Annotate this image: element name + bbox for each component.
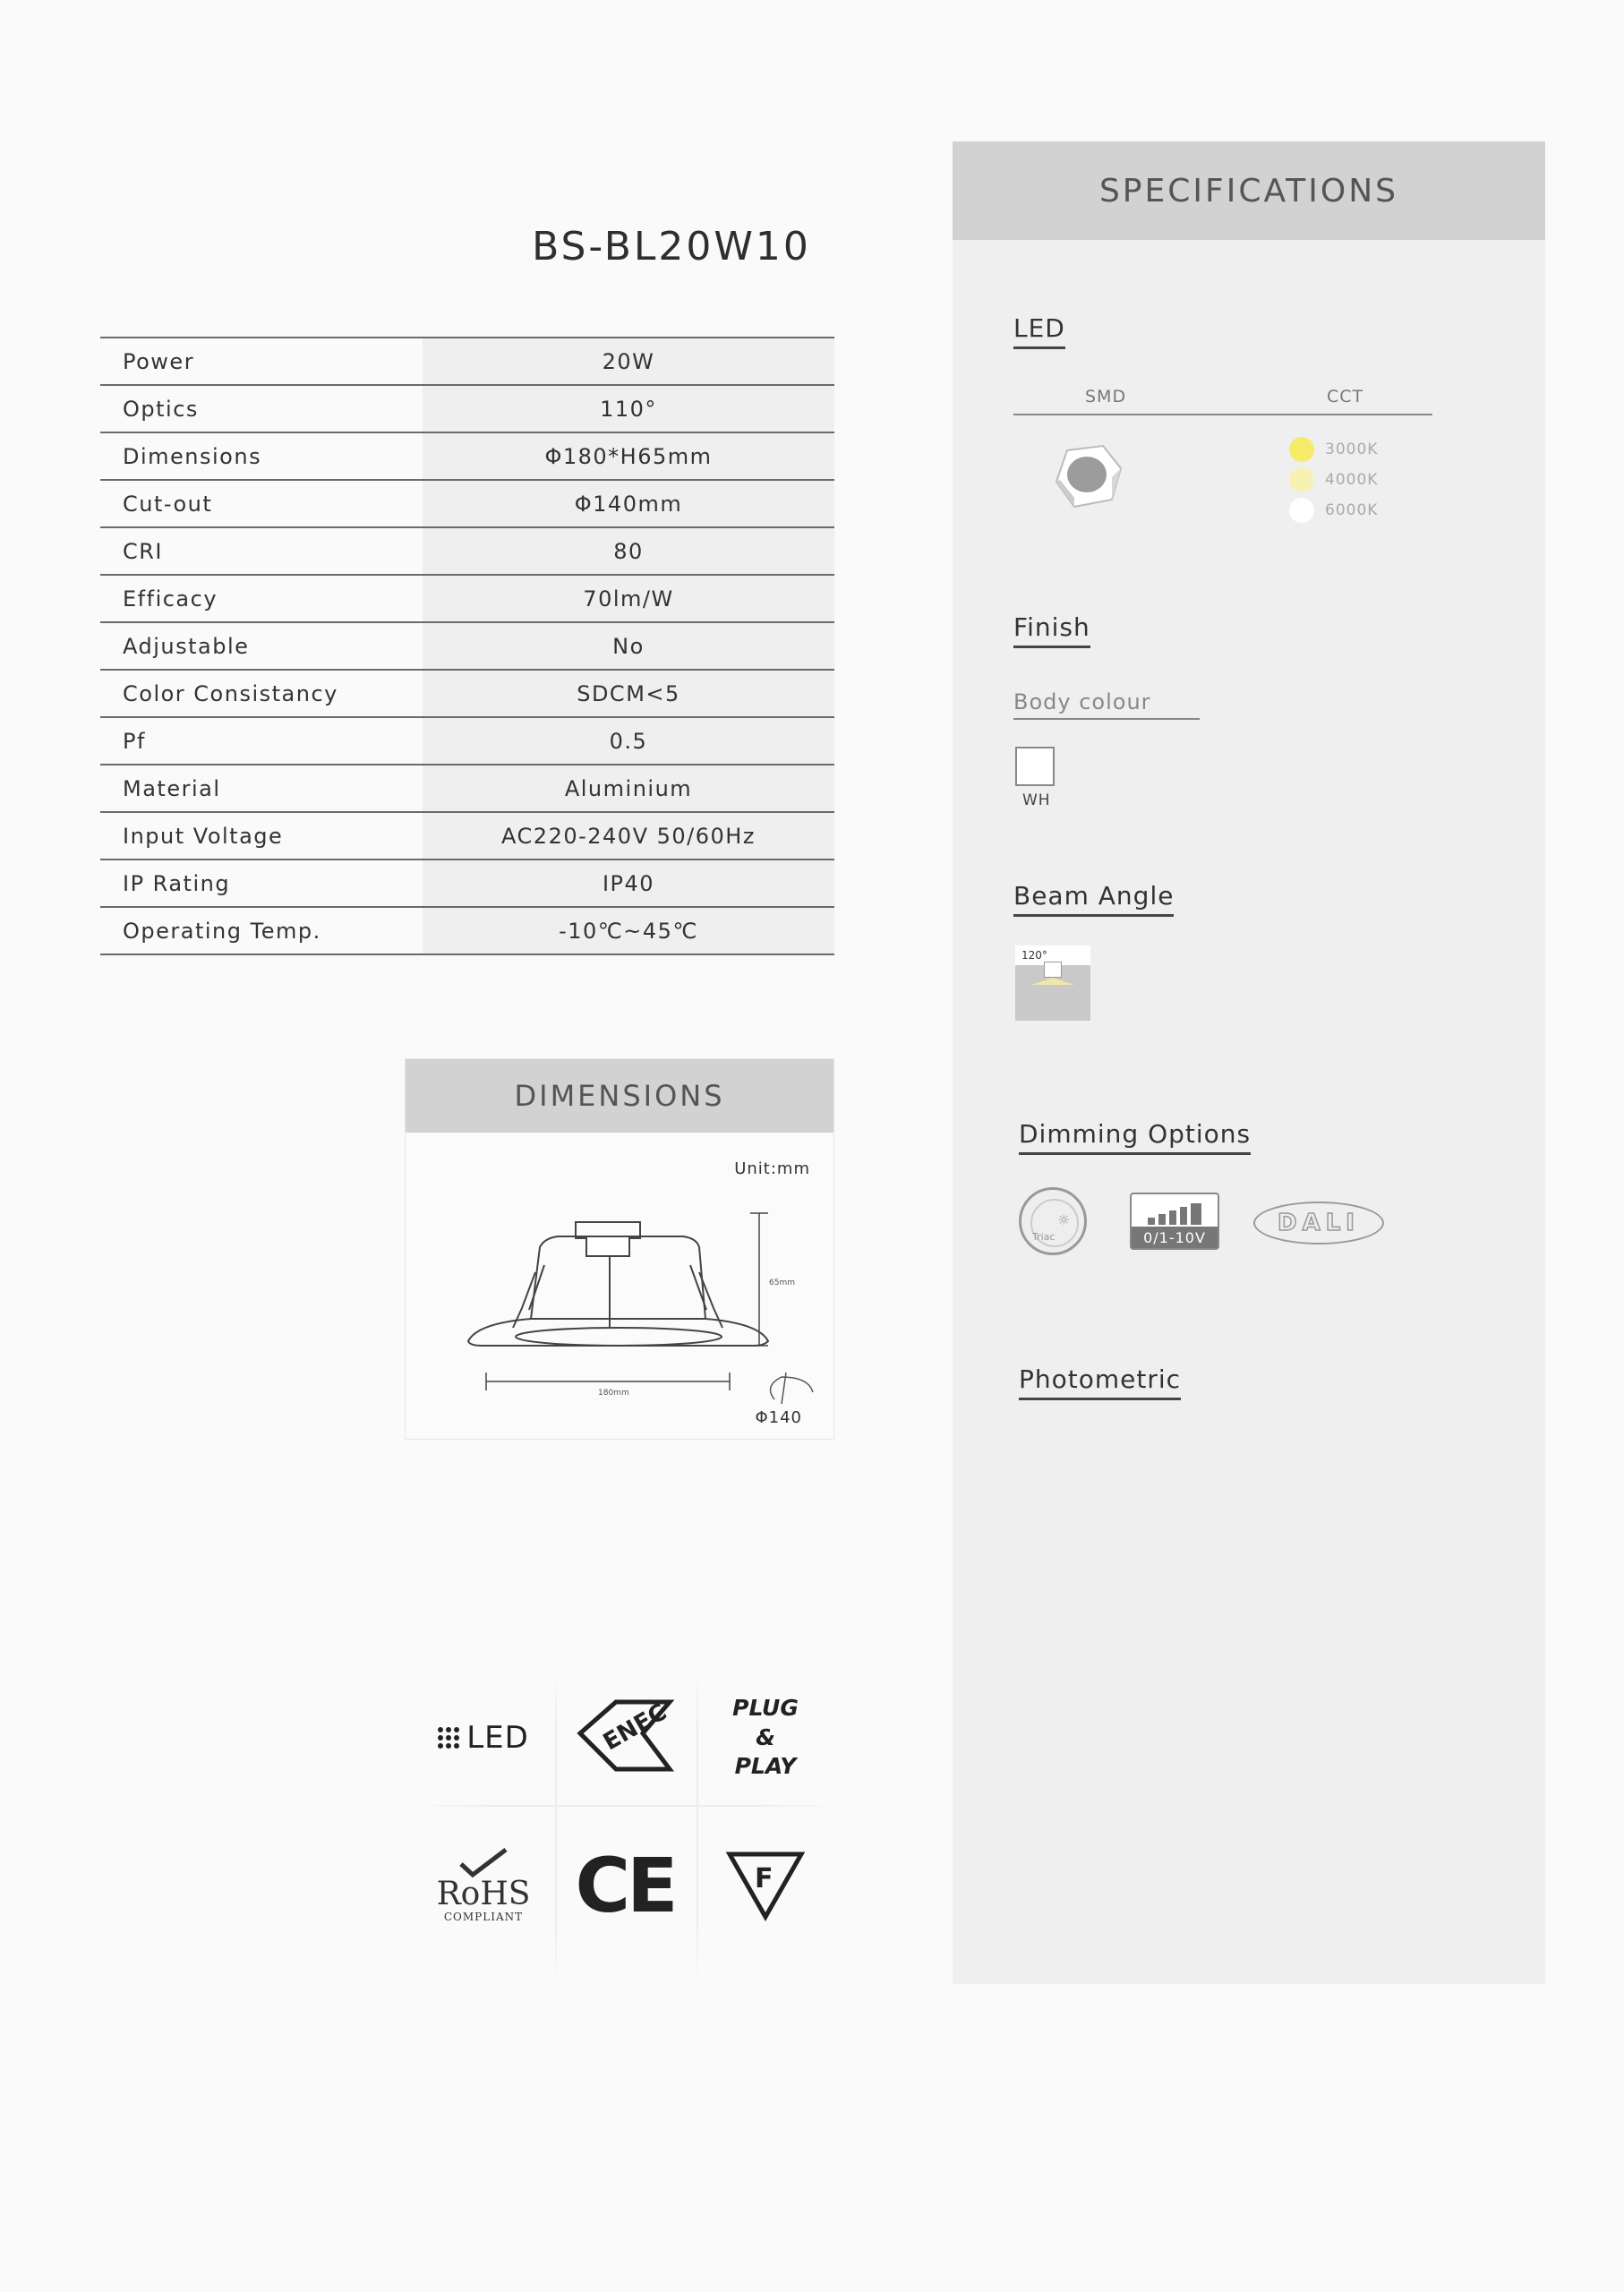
specifications-title: SPECIFICATIONS	[953, 141, 1545, 240]
rohs-text: RoHS	[436, 1876, 531, 1912]
rohs-check-icon	[457, 1848, 510, 1878]
cct-option	[1289, 467, 1378, 492]
enec-icon	[576, 1698, 674, 1778]
photometric-section-title: Photometric	[1019, 1364, 1181, 1400]
plug-text: PLUG	[732, 1695, 799, 1722]
triac-label: Triac	[1032, 1231, 1056, 1243]
spec-label: Pf	[123, 728, 146, 754]
cct-label: 3000K	[1325, 440, 1379, 458]
spec-label: Material	[123, 775, 221, 801]
spec-value: 110°	[423, 386, 834, 432]
dali-logo	[1253, 1202, 1384, 1244]
beam-angle-section-title: Beam Angle	[1013, 881, 1174, 917]
white-swatch	[1015, 747, 1055, 786]
spec-row	[100, 671, 834, 718]
smd-label: SMD	[1085, 387, 1127, 406]
f-mark-logo	[698, 1814, 833, 1957]
rohs-logo	[416, 1814, 551, 1957]
spec-value: SDCM<5	[423, 671, 834, 716]
spec-row	[100, 386, 834, 433]
spec-row	[100, 860, 834, 908]
enec-logo	[558, 1666, 692, 1809]
specifications-panel	[953, 141, 1545, 1984]
spec-label: Input Voltage	[123, 823, 284, 849]
cct-label: 4000K	[1325, 471, 1379, 489]
dali-text: DALI	[1278, 1210, 1360, 1236]
signal-bars-icon	[1132, 1196, 1218, 1228]
spec-row	[100, 481, 834, 528]
spec-row	[100, 623, 834, 671]
height-dimension-label: 65mm	[769, 1279, 795, 1287]
spec-value: 0.5	[423, 718, 834, 764]
cct-label: CCT	[1327, 387, 1364, 406]
spec-label: Optics	[123, 396, 199, 422]
spec-value: IP40	[423, 860, 834, 906]
spec-label: Power	[123, 348, 195, 374]
dimensions-title: DIMENSIONS	[406, 1059, 833, 1133]
product-title: BS-BL20W10	[532, 224, 811, 269]
smd-chip-icon	[1049, 437, 1130, 517]
spec-value: 80	[423, 528, 834, 574]
spec-value: Φ140mm	[423, 481, 834, 526]
plug-and-play-logo	[698, 1666, 833, 1809]
led-dots-icon	[438, 1727, 459, 1749]
f-mark-triangle-icon	[725, 1850, 806, 1921]
spec-label: Adjustable	[123, 633, 250, 659]
sun-icon: ☼	[1057, 1211, 1071, 1228]
spec-value: -10℃~45℃	[423, 908, 834, 954]
spec-row	[100, 718, 834, 765]
certifications-grid	[412, 1671, 842, 1984]
downlight-drawing	[459, 1202, 817, 1408]
cutout-label: Φ140	[755, 1408, 802, 1427]
width-dimension-label: 180mm	[598, 1389, 629, 1398]
body-colour-label: Body colour	[1013, 689, 1151, 714]
analog-dimmer-label: 0/1-10V	[1132, 1227, 1218, 1248]
spec-value: 70lm/W	[423, 576, 834, 621]
beam-angle-icon	[1015, 945, 1090, 1021]
spec-value: Aluminium	[423, 765, 834, 811]
cct-color-dot	[1289, 437, 1314, 462]
spec-label: IP Rating	[123, 870, 231, 896]
rohs-compliant-text: COMPLIANT	[443, 1911, 524, 1923]
triac-dimmer-icon	[1019, 1187, 1087, 1255]
cct-options	[1289, 437, 1378, 523]
dimensions-box	[405, 1058, 834, 1440]
spec-row	[100, 528, 834, 576]
spec-value: Φ180*H65mm	[423, 433, 834, 479]
led-header-row	[1013, 389, 1432, 415]
cct-label: 6000K	[1325, 501, 1379, 519]
cct-option	[1289, 498, 1378, 523]
spec-label: Dimensions	[123, 443, 262, 469]
dimensions-unit: Unit:mm	[734, 1159, 810, 1178]
spec-label: Efficacy	[123, 586, 218, 611]
f-mark-text: F	[755, 1863, 774, 1894]
spec-table	[100, 337, 834, 955]
spec-row	[100, 813, 834, 860]
finish-section-title: Finish	[1013, 612, 1090, 648]
spec-value: 20W	[423, 338, 834, 384]
cct-color-dot	[1289, 498, 1314, 523]
enec-text: ENEC	[598, 1698, 671, 1757]
white-swatch-label: WH	[1022, 791, 1051, 809]
led-text: LED	[466, 1720, 529, 1756]
spec-label: Color Consistancy	[123, 680, 338, 706]
beam-angle-value: 120°	[1021, 949, 1047, 962]
ce-logo	[558, 1814, 692, 1957]
led-certification	[416, 1666, 551, 1809]
spec-label: CRI	[123, 538, 164, 564]
led-section-title: LED	[1013, 313, 1065, 349]
spec-row	[100, 338, 834, 386]
spec-row	[100, 433, 834, 481]
spec-label: Operating Temp.	[123, 918, 321, 944]
spec-value: AC220-240V 50/60Hz	[423, 813, 834, 859]
and-text: &	[756, 1723, 775, 1750]
spec-label: Cut-out	[123, 491, 213, 517]
spec-row	[100, 765, 834, 813]
spec-row	[100, 576, 834, 623]
play-text: PLAY	[734, 1753, 797, 1780]
cct-option	[1289, 437, 1378, 462]
spec-row	[100, 908, 834, 955]
spec-value: No	[423, 623, 834, 669]
cct-color-dot	[1289, 467, 1314, 492]
dimming-section-title: Dimming Options	[1019, 1119, 1251, 1155]
ce-text: CE	[575, 1842, 675, 1929]
analog-dimmer-icon	[1130, 1193, 1219, 1250]
